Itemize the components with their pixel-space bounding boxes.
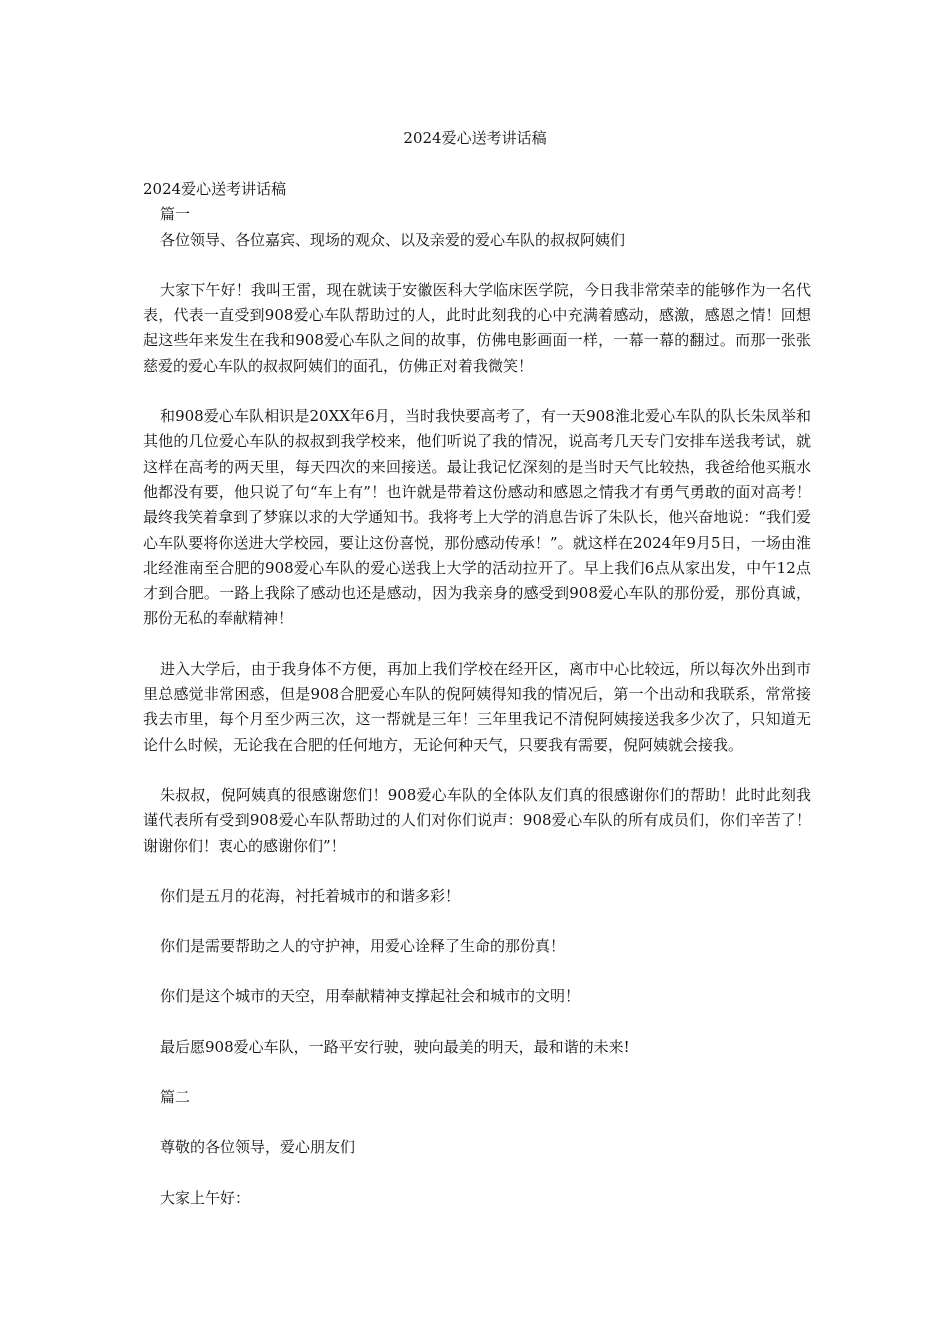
- document-body: [143, 177, 811, 1211]
- salutation-two: 尊敬的各位领导，爱心朋友们: [160, 1138, 356, 1157]
- greeting-two: 大家上午好：: [160, 1188, 251, 1207]
- salutation-one: 各位领导、各位嘉宾、现场的观众、以及亲爱的爱心车队的叔叔阿姨们: [160, 230, 626, 249]
- paragraph-8: 最后愿908爱心车队，一路平安行驶，驶向最美的明天，最和谐的未来!: [160, 1037, 630, 1056]
- paragraph-1: 大家下午好！我叫王雷，现在就读于安徽医科大学临床医学院，今日我非常荣幸的能够作为一名代表，代表一直受到908爱心车队帮助过的人，此时此刻我的心中充满着感动，感激，感恩之情！回想起这些年来发生在我和908爱心车队之间的故事，仿佛电影画面一样，一幕一幕的翻过。而那一张张慈爱的爱心车队的叔叔阿姨们的面孔，仿佛正对着我微笑！: [143, 280, 811, 375]
- paragraph-2: 和908爱心车队相识是20XX年6月，当时我快要高考了，有一天908淮北爱心车队的队长朱凤举和其他的几位爱心车队的叔叔到我学校来，他们听说了我的情况，说高考几天专门安排车送我考试，就这样在高考的两天里，每天四次的来回接送。最让我记忆深刻的是当时天气比较热，我爸给他买瓶水他都没有要，他只说了句“车上有”！也许就是带着这份感动和感恩之情我才有勇气勇敢的面对高考！最终我笑着拿到了梦寐以求的大学通知书。我将考上大学的消息告诉了朱队长，他兴奋地说：“我们爱心车队要将你送进大学校园，要让这份喜悦，那份感动传承！”。就这样在2024年9月5日，一场由淮北经淮南至合肥的908爱心车队的爱心送我上大学的活动拉开了。早上我们6点从家出发，中午12点才到合肥。一路上我除了感动也还是感动，因为我亲身的感受到908爱心车队的那份爱，那份真诚，那份无私的奉献精神！: [143, 407, 811, 628]
- paragraph-6: 你们是需要帮助之人的守护神，用爱心诠释了生命的那份真！: [160, 937, 566, 956]
- document-heading: 2024爱心送考讲话稿: [143, 180, 287, 198]
- paragraph-3: 进入大学后，由于我身体不方便，再加上我们学校在经开区，离市中心比较远，所以每次外出到市里总感觉非常困惑，但是908合肥爱心车队的倪阿姨得知我的情况后，第一个出动和我联系，常常接我去市里，每个月至少两三次，这一帮就是三年！三年里我记不清倪阿姨接送我多少次了，只知道无论什么时候，无论我在合肥的任何地方，无论何种天气，只要我有需要，倪阿姨就会接我。: [143, 659, 811, 754]
- part-two-label: 篇二: [160, 1088, 191, 1107]
- paragraph-4: 朱叔叔，倪阿姨真的很感谢您们！908爱心车队的全体队友们真的很感谢你们的帮助！此时此刻我谨代表所有受到908爱心车队帮助过的人们对你们说声：908爱心车队的所有成员们，你们辛苦了！谢谢你们！衷心的感谢你们”！: [143, 785, 811, 855]
- paragraph-5: 你们是五月的花海，衬托着城市的和谐多彩！: [160, 886, 461, 905]
- paragraph-7: 你们是这个城市的天空，用奉献精神支撑起社会和城市的文明！: [160, 987, 581, 1006]
- document-title: 2024爱心送考讲话稿: [403, 129, 547, 147]
- part-one-label: 篇一: [160, 205, 191, 224]
